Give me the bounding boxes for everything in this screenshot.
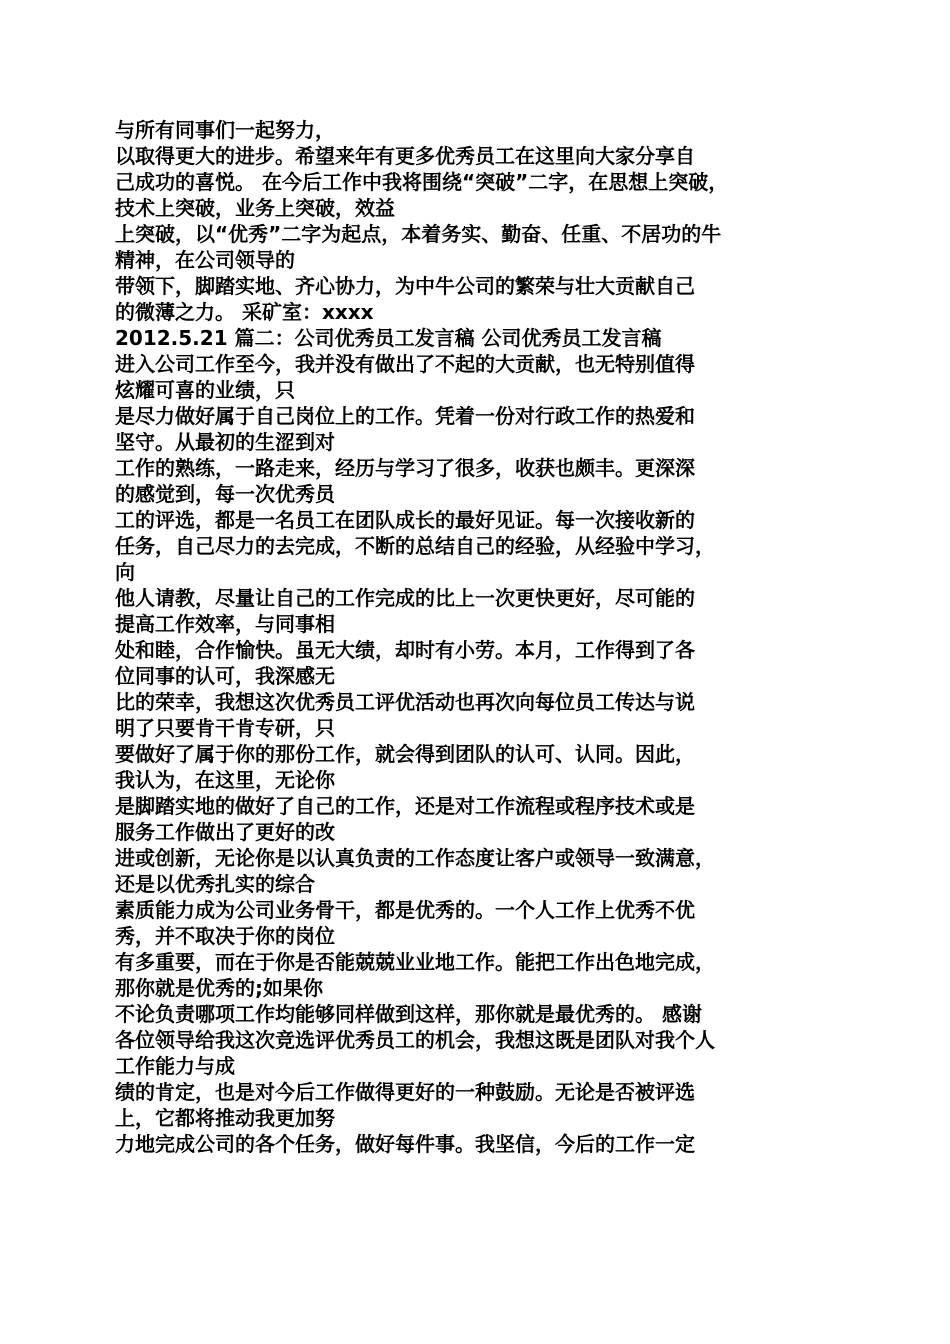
text-line: 秀，并不取决于你的岗位 xyxy=(115,924,335,948)
text-line: 素质能力成为公司业务骨干，都是优秀的。一个人工作上优秀不优 xyxy=(115,898,695,922)
document-body xyxy=(115,117,835,1157)
text-line: 不论负责哪项工作均能够同样做到这样，那你就是最优秀的。 感谢 xyxy=(115,1002,702,1026)
text-line: 炫耀可喜的业绩，只 xyxy=(115,378,295,402)
text-line: 技术上突破，业务上突破，效益 xyxy=(115,196,395,220)
text-line: 是脚踏实地的做好了自己的工作，还是对工作流程或程序技术或是 xyxy=(115,794,695,818)
text-line: 提高工作效率，与同事相 xyxy=(115,612,335,636)
text-line: 的感觉到，每一次优秀员 xyxy=(115,482,335,506)
text-line: 进入公司工作至今，我并没有做出了不起的大贡献，也无特别值得 xyxy=(115,352,695,376)
text-line: 他人请教，尽量让自己的工作完成的比上一次更快更好，尽可能的 xyxy=(115,586,695,610)
text-line: 那你就是优秀的;如果你 xyxy=(115,976,323,1000)
text-line: 工的评选，都是一名员工在团队成长的最好见证。每一次接收新的 xyxy=(115,508,695,532)
text-line: 上，它都将推动我更加努 xyxy=(115,1106,335,1130)
text-line: 工作能力与成 xyxy=(115,1054,235,1078)
text-line: 任务，自己尽力的去完成，不断的总结自己的经验，从经验中学习， xyxy=(115,534,715,558)
text-line: 以取得更大的进步。希望来年有更多优秀员工在这里向大家分享自 xyxy=(115,144,695,168)
text-line: 带领下，脚踏实地、齐心协力，为中牛公司的繁荣与壮大贡献自己 xyxy=(115,274,695,298)
text-line: 是尽力做好属于自己岗位上的工作。凭着一份对行政工作的热爱和 xyxy=(115,404,695,428)
text-line: 己成功的喜悦。 在今后工作中我将围绕“突破”二字，在思想上突破， xyxy=(115,170,729,194)
text-line: 2012.5.21 篇二：公司优秀员工发言稿 公司优秀员工发言稿 xyxy=(115,326,662,350)
text-line: 工作的熟练，一路走来，经历与学习了很多，收获也颇丰。更深深 xyxy=(115,456,695,480)
text-line: 位同事的认可，我深感无 xyxy=(115,664,335,688)
text-line: 向 xyxy=(115,560,135,584)
text-line: 有多重要，而在于你是否能兢兢业业地工作。能把工作出色地完成， xyxy=(115,950,715,974)
text-line: 明了只要肯干肯专研，只 xyxy=(115,716,335,740)
text-line: 我认为，在这里，无论你 xyxy=(115,768,335,792)
text-line: 的微薄之力。 采矿室：xxxx xyxy=(115,300,374,324)
text-line: 绩的肯定，也是对今后工作做得更好的一种鼓励。无论是否被评选 xyxy=(115,1080,695,1104)
text-line: 还是以优秀扎实的综合 xyxy=(115,872,315,896)
text-line: 与所有同事们一起努力， xyxy=(115,118,335,142)
text-line: 精神，在公司领导的 xyxy=(115,248,295,272)
text-line: 坚守。从最初的生涩到对 xyxy=(115,430,335,454)
text-line: 服务工作做出了更好的改 xyxy=(115,820,335,844)
text-line: 上突破，以“优秀”二字为起点，本着务实、勤奋、任重、不居功的牛 xyxy=(115,222,722,246)
text-line: 进或创新，无论你是以认真负责的工作态度让客户或领导一致满意， xyxy=(115,846,715,870)
text-line: 力地完成公司的各个任务，做好每件事。我坚信，今后的工作一定 xyxy=(115,1132,695,1156)
text-line: 处和睦，合作愉快。虽无大绩，却时有小劳。本月，工作得到了各 xyxy=(115,638,695,662)
text-line: 比的荣幸，我想这次优秀员工评优活动也再次向每位员工传达与说 xyxy=(115,690,695,714)
text-line: 要做好了属于你的那份工作，就会得到团队的认可、认同。因此， xyxy=(115,742,695,766)
text-line: 各位领导给我这次竞选评优秀员工的机会，我想这既是团队对我个人 xyxy=(115,1028,715,1052)
